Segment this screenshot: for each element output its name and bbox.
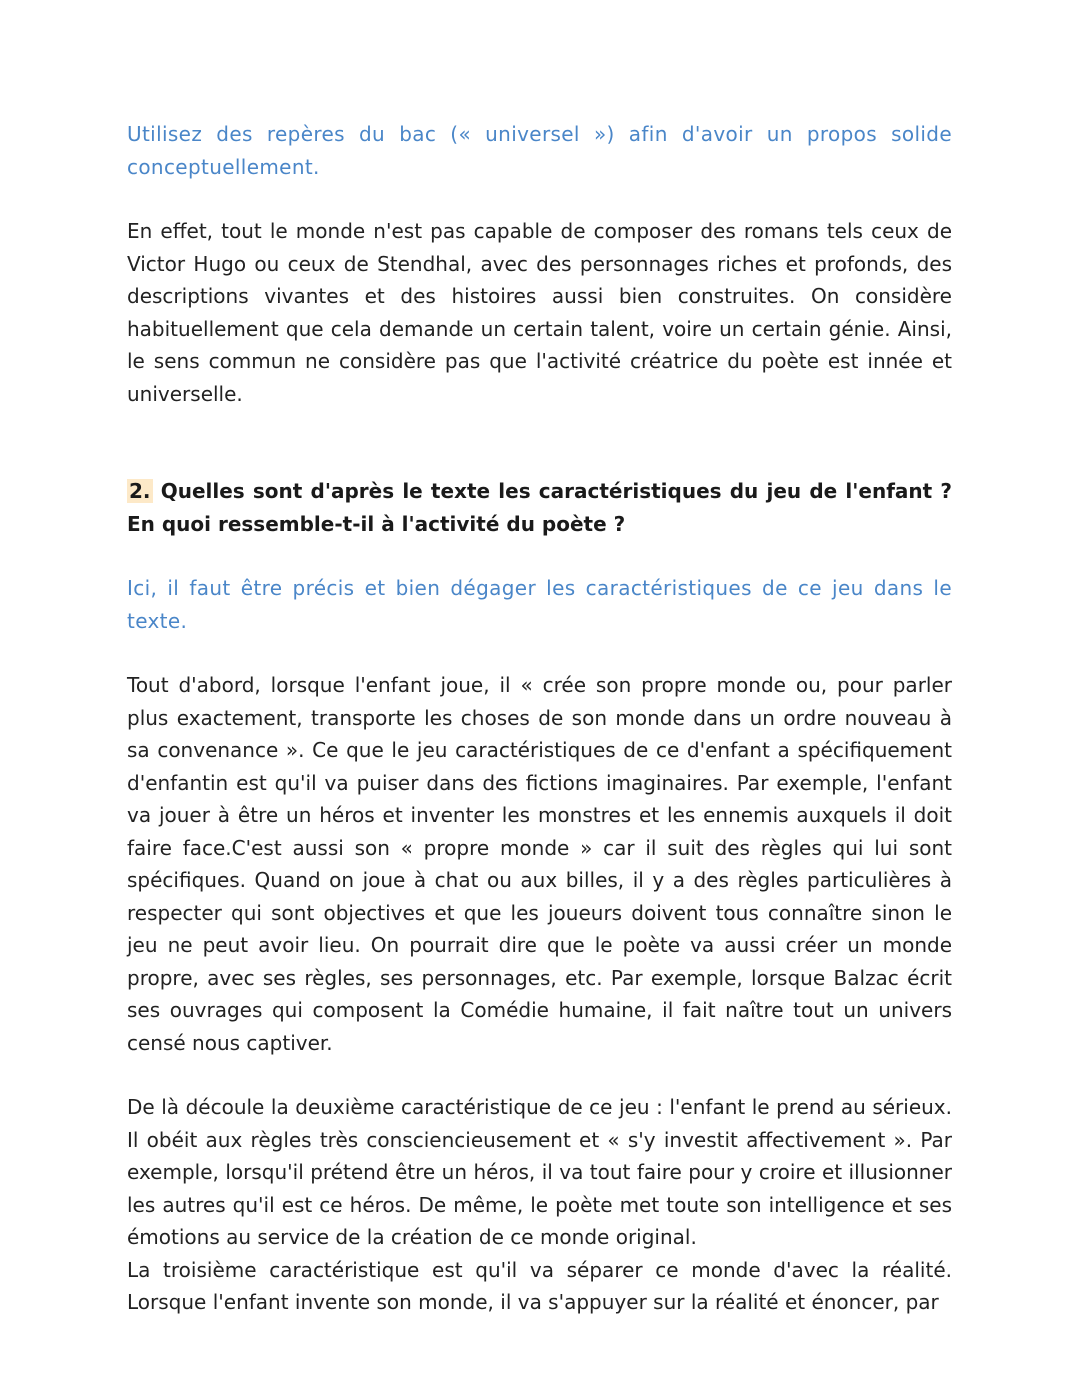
hint-text-1: Utilisez des repères du bac (« universel ») afin d'avoir un propos solide conceptuellement. — [127, 122, 952, 179]
question-2 — [127, 475, 952, 540]
answer-paragraph-3: De là découle la deuxième caractéristique de ce jeu : l'enfant le prend au sérieux. Il obéit aux règles très consciencieusement et « s'y investit affectivement ». Par exemple, lorsqu'il prétend être un héros, il va tout faire pour y croire et illusionner les autres qu'il est ce héros. De même, le poète met toute son intelligence et ses émotions au service de la création de ce monde original. — [127, 1095, 952, 1249]
document-page — [127, 118, 952, 1319]
answer-paragraph-1: En effet, tout le monde n'est pas capable de composer des romans tels ceux de Victor Hugo ou ceux de Stendhal, avec des personnages riches et profonds, des descriptions vivantes et des histoires aussi bien construites. On considère habituellement que cela demande un certain talent, voire un certain génie. Ainsi, le sens commun ne considère pas que l'activité créatrice du poète est innée et universelle. — [127, 219, 952, 406]
question-text: Quelles sont d'après le texte les caractéristiques du jeu de l'enfant ? En quoi ressemble-t-il à l'activité du poète ? — [127, 479, 952, 536]
hint-text-2: Ici, il faut être précis et bien dégager les caractéristiques de ce jeu dans le texte. — [127, 576, 952, 633]
answer-paragraph-4: La troisième caractéristique est qu'il va séparer ce monde d'avec la réalité. Lorsque l'enfant invente son monde, il va s'appuyer sur la réalité et énoncer, par — [127, 1257, 952, 1314]
answer-paragraph-2: Tout d'abord, lorsque l'enfant joue, il « crée son propre monde ou, pour parler plus exactement, transporte les choses de son monde dans un ordre nouveau à sa convenance ». Ce que le jeu caractéristiques de ce d'enfant a spécifiquement d'enfantin est qu'il va puiser dans des fictions imaginaires. Par exemple, l'enfant va jouer à être un héros et inventer les monstres et les ennemis auxquels il doit faire face.C'est aussi son « propre monde » car il suit des règles qui lui sont spécifiques. Quand on joue à chat ou aux billes, il y a des règles particulières à respecter qui sont objectives et que les joueurs doivent tous connaître sinon le jeu ne peut avoir lieu. On pourrait dire que le poète va aussi créer un monde propre, avec ses règles, ses personnages, etc. Par exemple, lorsque Balzac écrit ses ouvrages qui composent la Comédie humaine, il fait naître tout un univers censé nous captiver. — [127, 673, 952, 1055]
question-number: 2. — [129, 479, 151, 503]
